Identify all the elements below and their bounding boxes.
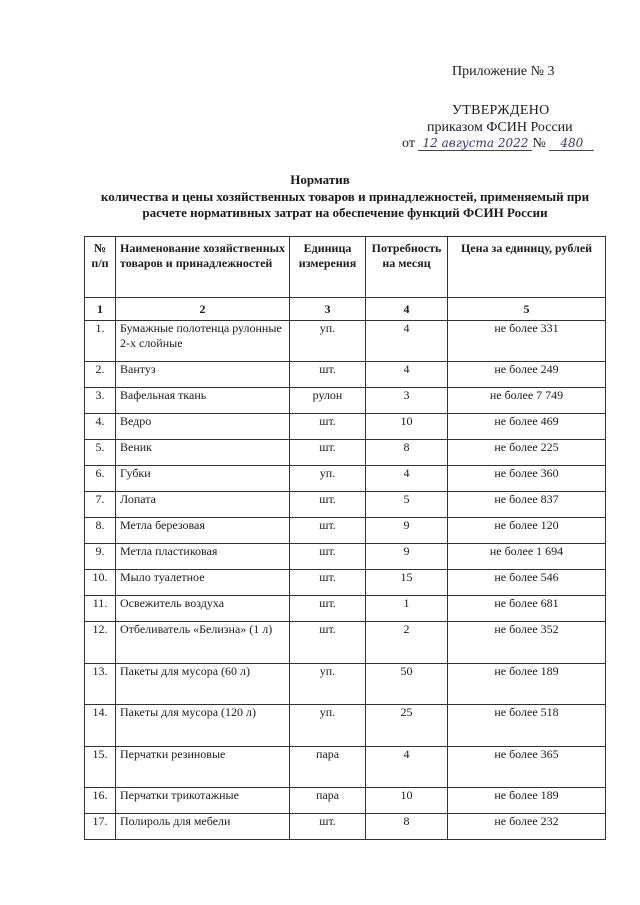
table-row xyxy=(85,570,606,596)
row-num: 11. xyxy=(85,596,116,622)
row-unit: шт. xyxy=(290,544,366,570)
row-num: 5. xyxy=(85,440,116,466)
row-num: 9. xyxy=(85,544,116,570)
table-row xyxy=(85,321,606,362)
table-row xyxy=(85,544,606,570)
row-name: Метла пластиковая xyxy=(116,544,290,570)
row-name: Перчатки резиновые xyxy=(116,747,290,788)
row-unit: шт. xyxy=(290,570,366,596)
row-num: 13. xyxy=(85,664,116,705)
order-authority: приказом ФСИН России xyxy=(427,120,573,135)
row-name: Отбеливатель «Белизна» (1 л) xyxy=(116,622,290,664)
row-num: 10. xyxy=(85,570,116,596)
row-unit: шт. xyxy=(290,414,366,440)
row-name: Перчатки трикотажные xyxy=(116,788,290,814)
row-num: 15. xyxy=(85,747,116,788)
norm-table xyxy=(84,236,606,840)
row-qty: 15 xyxy=(366,570,448,596)
row-qty: 8 xyxy=(366,440,448,466)
table-row xyxy=(85,466,606,492)
row-unit: шт. xyxy=(290,622,366,664)
header-price: Цена за единицу, рублей xyxy=(448,237,606,298)
row-qty: 9 xyxy=(366,518,448,544)
row-qty: 10 xyxy=(366,414,448,440)
row-qty: 3 xyxy=(366,388,448,414)
handwritten-order-date: 12 августа 2022 xyxy=(418,137,532,151)
table-row xyxy=(85,362,606,388)
column-number: 1 xyxy=(85,298,116,321)
approved-stamp-text: УТВЕРЖДЕНО xyxy=(452,103,550,118)
table-header-row xyxy=(85,237,606,298)
row-num: 4. xyxy=(85,414,116,440)
column-number: 3 xyxy=(290,298,366,321)
row-price: не более 249 xyxy=(448,362,606,388)
row-unit: уп. xyxy=(290,321,366,362)
row-unit: уп. xyxy=(290,466,366,492)
row-price: не более 546 xyxy=(448,570,606,596)
row-num: 7. xyxy=(85,492,116,518)
row-num: 2. xyxy=(85,362,116,388)
row-name: Бумажные полотенца рулонные 2-х слойные xyxy=(116,321,290,362)
row-price: не более 518 xyxy=(448,705,606,747)
column-number: 5 xyxy=(448,298,606,321)
row-name: Лопата xyxy=(116,492,290,518)
column-number: 4 xyxy=(366,298,448,321)
appendix-label: Приложение № 3 xyxy=(452,64,555,79)
row-name: Вантуз xyxy=(116,362,290,388)
row-qty: 4 xyxy=(366,747,448,788)
row-unit: рулон xyxy=(290,388,366,414)
row-name: Освежитель воздуха xyxy=(116,596,290,622)
table-row xyxy=(85,788,606,814)
header-name: Наименование хозяйственных товаров и принадлежностей xyxy=(116,237,290,298)
row-price: не более 365 xyxy=(448,747,606,788)
row-price: не более 232 xyxy=(448,814,606,840)
row-name: Веник xyxy=(116,440,290,466)
table-row xyxy=(85,492,606,518)
row-unit: шт. xyxy=(290,518,366,544)
row-price: не более 189 xyxy=(448,788,606,814)
table-row xyxy=(85,440,606,466)
row-qty: 4 xyxy=(366,362,448,388)
row-price: не более 331 xyxy=(448,321,606,362)
handwritten-order-number: 480 xyxy=(549,137,594,151)
table-row xyxy=(85,622,606,664)
row-unit: пара xyxy=(290,788,366,814)
row-unit: шт. xyxy=(290,362,366,388)
row-name: Метла березовая xyxy=(116,518,290,544)
row-price: не более 120 xyxy=(448,518,606,544)
row-name: Пакеты для мусора (120 л) xyxy=(116,705,290,747)
row-qty: 2 xyxy=(366,622,448,664)
row-unit: шт. xyxy=(290,814,366,840)
table-row xyxy=(85,518,606,544)
table-row xyxy=(85,705,606,747)
row-qty: 5 xyxy=(366,492,448,518)
table-row xyxy=(85,388,606,414)
row-name: Ведро xyxy=(116,414,290,440)
row-unit: шт. xyxy=(290,492,366,518)
table-row xyxy=(85,747,606,788)
row-unit: уп. xyxy=(290,664,366,705)
header-num: № п/п xyxy=(85,237,116,298)
row-name: Губки xyxy=(116,466,290,492)
row-name: Пакеты для мусора (60 л) xyxy=(116,664,290,705)
order-date-prefix: от xyxy=(402,136,415,151)
row-num: 17. xyxy=(85,814,116,840)
row-num: 6. xyxy=(85,466,116,492)
row-price: не более 352 xyxy=(448,622,606,664)
row-qty: 4 xyxy=(366,466,448,492)
row-qty: 50 xyxy=(366,664,448,705)
row-qty: 9 xyxy=(366,544,448,570)
row-num: 14. xyxy=(85,705,116,747)
row-num: 16. xyxy=(85,788,116,814)
row-name: Вафельная ткань xyxy=(116,388,290,414)
row-num: 1. xyxy=(85,321,116,362)
row-price: не более 681 xyxy=(448,596,606,622)
row-num: 3. xyxy=(85,388,116,414)
table-row xyxy=(85,814,606,840)
column-number-row xyxy=(85,298,606,321)
row-qty: 10 xyxy=(366,788,448,814)
row-num: 8. xyxy=(85,518,116,544)
row-qty: 8 xyxy=(366,814,448,840)
row-unit: уп. xyxy=(290,705,366,747)
document-subtitle: количества и цены хозяйственных товаров и принадлежностей, применяемый при расчете нормативных затрат на обеспечение функций ФСИН России xyxy=(100,189,590,220)
row-num: 12. xyxy=(85,622,116,664)
row-price: не более 189 xyxy=(448,664,606,705)
row-price: не более 225 xyxy=(448,440,606,466)
column-number: 2 xyxy=(116,298,290,321)
row-price: не более 360 xyxy=(448,466,606,492)
table-row xyxy=(85,596,606,622)
row-name: Мыло туалетное xyxy=(116,570,290,596)
row-price: не более 837 xyxy=(448,492,606,518)
row-price: не более 7 749 xyxy=(448,388,606,414)
row-price: не более 469 xyxy=(448,414,606,440)
order-reference-line xyxy=(402,136,594,152)
row-name: Полироль для мебели xyxy=(116,814,290,840)
order-number-label: № xyxy=(532,136,546,151)
document-title: Норматив xyxy=(290,172,350,187)
row-unit: шт. xyxy=(290,596,366,622)
row-unit: пара xyxy=(290,747,366,788)
row-unit: шт. xyxy=(290,440,366,466)
table-row xyxy=(85,414,606,440)
row-qty: 25 xyxy=(366,705,448,747)
header-unit: Единица измерения xyxy=(290,237,366,298)
row-qty: 4 xyxy=(366,321,448,362)
row-qty: 1 xyxy=(366,596,448,622)
row-price: не более 1 694 xyxy=(448,544,606,570)
header-qty: Потребность на месяц xyxy=(366,237,448,298)
table-row xyxy=(85,664,606,705)
